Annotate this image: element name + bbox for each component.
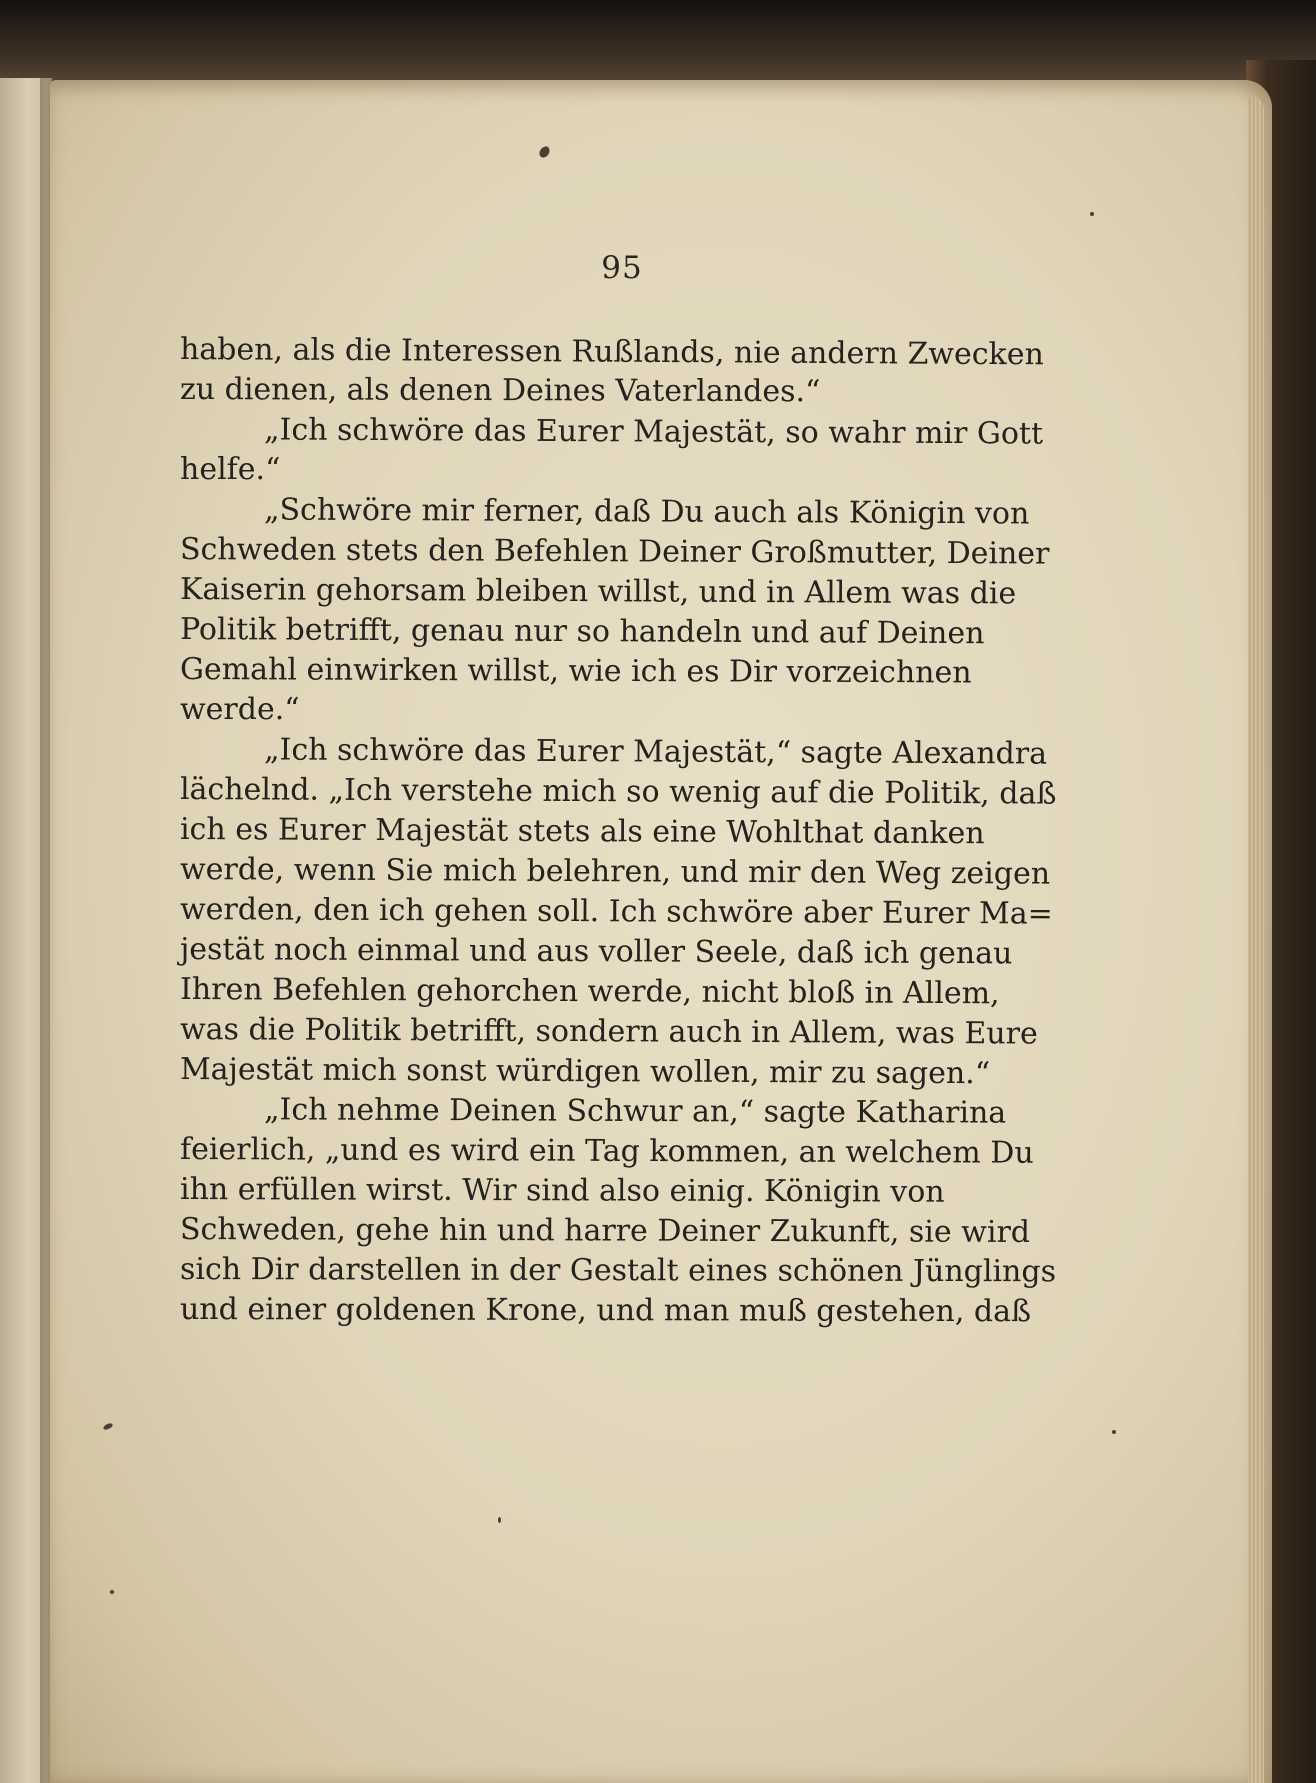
text-line: Majestät mich sonst würdigen wollen, mir zu sagen.“ [179,1052,991,1092]
body-text [180,330,1060,1330]
ink-speck [498,1517,501,1523]
text-line: zu dienen, als denen Deines Vaterlandes.“ [179,372,821,410]
text-line: Gemahl einwirken willst, wie ich es Dir vorzeichnen [179,652,972,691]
text-line: sich Dir darstellen in der Gestalt eines schönen Jünglings [179,1252,1057,1290]
text-line: „Schwöre mir ferner, daß Du auch als Königin von [263,492,1030,532]
text-line: haben, als die Interessen Rußlands, nie andern Zwecken [179,332,1044,373]
page-stack-edge [1248,96,1264,1783]
text-line: „Ich schwöre das Eurer Majestät, so wahr mir Gott [263,412,1044,452]
text-line: was die Politik betrifft, sondern auch in Allem, was Eure [179,1012,1038,1052]
text-line: „Ich schwöre das Eurer Majestät,“ sagte Alexandra [263,732,1048,772]
text-line: jestät noch einmal und aus voller Seele, daß ich genau [179,932,1013,972]
text-line: Ihren Befehlen gehorchen werde, nicht bloß in Allem, [179,972,1000,1012]
text-line: Schweden, gehe hin und harre Deiner Zukunft, sie wird [179,1212,1031,1250]
text-line: lächelnd. „Ich verstehe mich so wenig auf die Politik, daß [179,772,1057,812]
text-line: werden, den ich gehen soll. Ich schwöre aber Eurer Ma= [179,892,1053,932]
page-number: 95 [601,250,643,286]
text-line: ihn erfüllen wirst. Wir sind also einig. Königin von [179,1172,945,1210]
ink-speck [1090,212,1094,216]
text-line: Schweden stets den Befehlen Deiner Großmutter, Deiner [179,532,1050,572]
ink-speck [1112,1430,1116,1434]
text-line: Politik betrifft, genau nur so handeln und auf Deinen [179,612,985,652]
text-line: „Ich nehme Deinen Schwur an,“ sagte Katharina [263,1092,1007,1131]
text-line: ich es Eurer Majestät stets als eine Wohlthat danken [179,812,985,852]
text-line: werde, wenn Sie mich belehren, und mir den Weg zeigen [179,852,1051,892]
ink-speck [110,1590,114,1594]
text-line: werde.“ [180,692,300,727]
text-line: helfe.“ [180,452,281,487]
book-top-edge [0,0,1316,90]
text-line: feierlich, „und es wird ein Tag kommen, an welchem Du [179,1132,1034,1171]
text-line: und einer goldenen Krone, und man muß gestehen, daß [179,1292,1032,1330]
text-line: Kaiserin gehorsam bleiben willst, und in Allem was die [179,572,1017,612]
